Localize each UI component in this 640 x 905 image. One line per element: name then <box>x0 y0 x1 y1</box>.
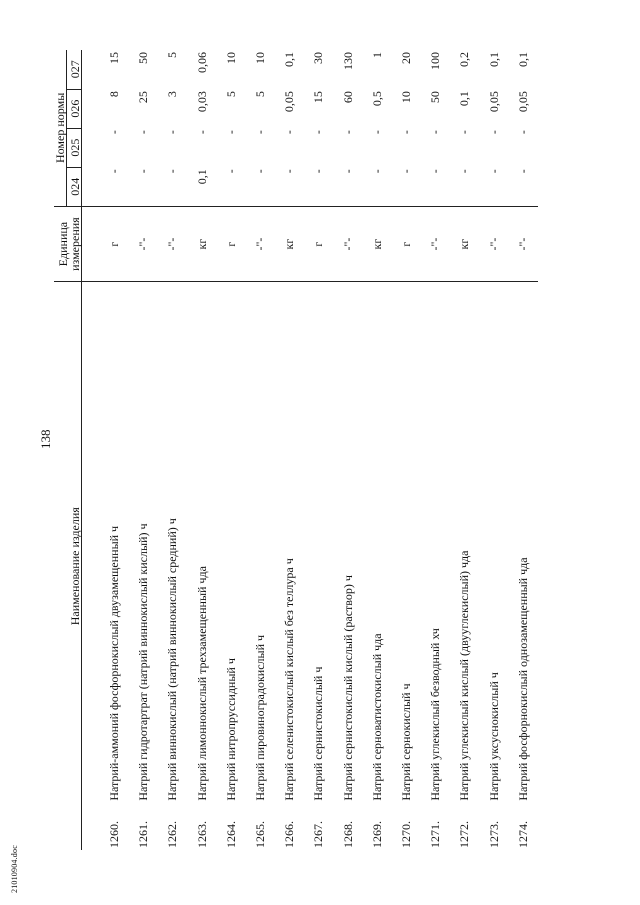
norm-025: - <box>428 130 443 135</box>
row-number: 1260. <box>107 821 122 848</box>
norm-024: - <box>136 169 151 174</box>
norm-025: - <box>165 130 180 135</box>
norm-024: - <box>165 169 180 174</box>
row-number: 1265. <box>253 821 268 848</box>
unit-cell: кг <box>450 206 479 282</box>
norm-027: 0,1 <box>515 52 530 67</box>
header-norm-024: 024 <box>67 167 82 206</box>
unit-cell: -"- <box>479 206 508 282</box>
table-row <box>479 50 508 850</box>
product-name: Натрий фосфорнокислый однозамещенный чда <box>515 557 530 801</box>
unit-cell: -"- <box>129 206 158 282</box>
unit-cell: кг <box>275 206 304 282</box>
norm-027: 5 <box>165 52 180 58</box>
norms-table <box>54 50 538 850</box>
product-name: Натрий углекислый кислый (двууглекислый) чда <box>457 550 472 801</box>
unit-cell: -"- <box>421 206 450 282</box>
unit-cell: кг <box>363 206 392 282</box>
norm-025: - <box>457 130 472 135</box>
norm-024: - <box>253 169 268 174</box>
unit-cell: г <box>100 206 129 282</box>
norm-025: - <box>253 130 268 135</box>
table-row <box>129 50 158 850</box>
row-number: 1271. <box>428 821 443 848</box>
norm-025: - <box>486 130 501 135</box>
norm-024: - <box>311 169 326 174</box>
norm-026: 5 <box>223 91 238 98</box>
table-row <box>304 50 333 850</box>
header-unit-line1: Единица <box>56 221 70 267</box>
row-number: 1269. <box>369 821 384 848</box>
norm-026: 0,05 <box>515 91 530 113</box>
unit-cell: -"- <box>246 206 275 282</box>
norm-027: 0,1 <box>486 52 501 67</box>
document-footer: 21010904.doc <box>10 845 19 893</box>
row-number: 1263. <box>194 821 209 848</box>
product-name: Натрий сернистокислый ч <box>311 666 326 801</box>
norm-027: 15 <box>107 52 122 64</box>
norm-025: - <box>515 130 530 135</box>
norm-027: 0,06 <box>194 52 209 73</box>
norm-024: - <box>340 169 355 174</box>
unit-cell: г <box>304 206 333 282</box>
product-name: Натрий серноватистокислый чда <box>369 633 384 801</box>
norm-024: 0,1 <box>194 169 209 185</box>
norm-026: 5 <box>253 91 268 98</box>
header-norm-025: 025 <box>67 128 82 167</box>
product-name: Натрий уксуснокислый ч <box>486 672 501 801</box>
row-number: 1270. <box>398 821 413 848</box>
norm-025: - <box>398 130 413 135</box>
norm-026: 8 <box>107 91 122 98</box>
table-row <box>188 50 217 850</box>
norm-027: 100 <box>428 52 443 70</box>
table-row <box>450 50 479 850</box>
norm-024: - <box>398 169 413 174</box>
norm-026: 25 <box>136 91 151 104</box>
header-norm-group: Номер нормы <box>54 50 67 206</box>
table-row <box>217 50 246 850</box>
norm-024: - <box>282 169 297 174</box>
product-name: Натрий сернистокислый кислый (раствор) ч <box>340 575 355 801</box>
header-unit <box>54 206 82 282</box>
row-number: 1267. <box>311 821 326 848</box>
norm-024: - <box>223 169 238 174</box>
unit-cell: кг <box>188 206 217 282</box>
table-row <box>509 50 538 850</box>
row-number: 1262. <box>165 821 180 848</box>
norm-027: 50 <box>136 52 151 64</box>
norm-026: 60 <box>340 91 355 104</box>
norm-026: 50 <box>428 91 443 104</box>
norm-026: 3 <box>165 91 180 98</box>
unit-cell: -"- <box>158 206 187 282</box>
norm-025: - <box>136 130 151 135</box>
row-number: 1266. <box>282 821 297 848</box>
norm-026: 0,05 <box>282 91 297 113</box>
norm-025: - <box>223 130 238 135</box>
norm-027: 0,2 <box>457 52 472 67</box>
spacer-row <box>82 50 101 850</box>
table-row <box>334 50 363 850</box>
header-norm-026: 026 <box>67 89 82 128</box>
table-row <box>363 50 392 850</box>
norm-027: 20 <box>398 52 413 64</box>
norm-025: - <box>369 130 384 135</box>
product-name: Натрий углекислый безводный хч <box>428 628 443 801</box>
table-row <box>158 50 187 850</box>
product-name: Натрий нитропруссидный ч <box>223 658 238 801</box>
norm-027: 10 <box>253 52 268 64</box>
row-number: 1261. <box>136 821 151 848</box>
norm-026: 0,1 <box>457 91 472 107</box>
norm-026: 15 <box>311 91 326 104</box>
norm-027: 10 <box>223 52 238 64</box>
row-number: 1273. <box>486 821 501 848</box>
unit-cell: -"- <box>509 206 538 282</box>
header-unit-line2: измерения <box>68 217 82 271</box>
row-number: 1268. <box>340 821 355 848</box>
product-name: Натрий гидротартрат (натрий виннокислый кислый) ч <box>136 523 151 801</box>
product-name: Натрий виннокислый (натрий виннокислый средний) ч <box>165 518 180 801</box>
norm-025: - <box>340 130 355 135</box>
norm-024: - <box>457 169 472 174</box>
norm-025: - <box>311 130 326 135</box>
norm-025: - <box>194 130 209 135</box>
table-body <box>82 50 538 850</box>
norm-024: - <box>369 169 384 174</box>
product-name: Натрий селенистокислый кислый без теллура ч <box>282 558 297 801</box>
norm-027: 30 <box>311 52 326 64</box>
table-row <box>275 50 304 850</box>
row-number: 1272. <box>457 821 472 848</box>
product-name: Натрий пировиноградокислый ч <box>253 634 268 801</box>
header-norm-027: 027 <box>67 50 82 89</box>
norm-025: - <box>107 130 122 135</box>
unit-cell: -"- <box>334 206 363 282</box>
page-number: 138 <box>38 429 53 449</box>
norm-026: 0,5 <box>369 91 384 107</box>
norm-024: - <box>428 169 443 174</box>
norm-026: 10 <box>398 91 413 104</box>
norm-027: 0,1 <box>282 52 297 67</box>
norm-026: 0,05 <box>486 91 501 113</box>
product-name: Натрий-аммоний фосфорнокислый двузамещенный ч <box>107 525 122 801</box>
norm-024: - <box>107 169 122 174</box>
product-name: Натрий сернокислый ч <box>398 683 413 801</box>
norm-027: 1 <box>369 52 384 58</box>
norm-024: - <box>486 169 501 174</box>
row-number: 1264. <box>223 821 238 848</box>
row-number: 1274. <box>515 821 530 848</box>
table-row <box>246 50 275 850</box>
header-product-name: Наименование изделия <box>54 282 82 850</box>
norm-026: 0,03 <box>194 91 209 113</box>
table-row <box>100 50 129 850</box>
table-row <box>392 50 421 850</box>
product-name: Натрий лимоннокислый трехзамещенный чда <box>194 566 209 801</box>
norm-027: 130 <box>340 52 355 70</box>
unit-cell: г <box>392 206 421 282</box>
norm-025: - <box>282 130 297 135</box>
norm-024: - <box>515 169 530 174</box>
table-row <box>421 50 450 850</box>
unit-cell: г <box>217 206 246 282</box>
